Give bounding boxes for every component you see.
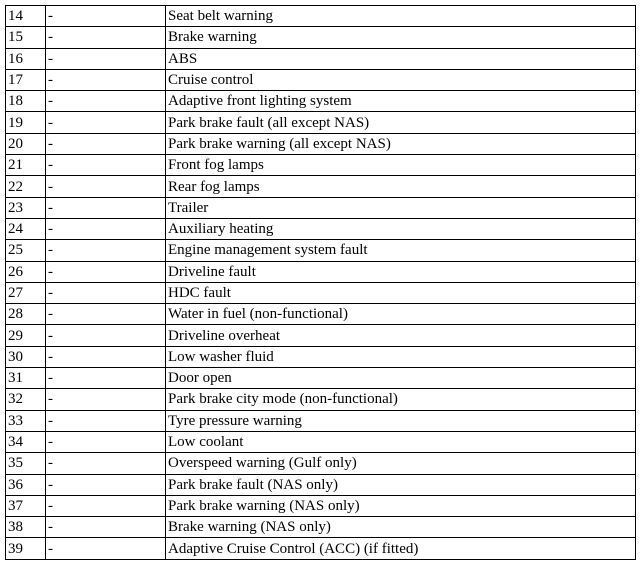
table-row <box>6 368 636 389</box>
pin-number-cell: 24 <box>6 218 46 239</box>
table-row <box>6 6 636 27</box>
table-row <box>6 538 636 559</box>
table-row <box>6 197 636 218</box>
circuit-cell: - <box>46 218 166 239</box>
pin-table-body <box>6 6 636 560</box>
circuit-cell: - <box>46 27 166 48</box>
pin-number-cell: 38 <box>6 517 46 538</box>
pin-number-cell: 34 <box>6 431 46 452</box>
description-cell: HDC fault <box>166 282 636 303</box>
table-row <box>6 69 636 90</box>
circuit-cell: - <box>46 410 166 431</box>
circuit-cell: - <box>46 48 166 69</box>
pin-number-cell: 30 <box>6 346 46 367</box>
table-row <box>6 27 636 48</box>
table-row <box>6 48 636 69</box>
description-cell: Tyre pressure warning <box>166 410 636 431</box>
pin-number-cell: 26 <box>6 261 46 282</box>
pin-number-cell: 27 <box>6 282 46 303</box>
pin-number-cell: 21 <box>6 155 46 176</box>
description-cell: Driveline overheat <box>166 325 636 346</box>
table-row <box>6 176 636 197</box>
pin-number-cell: 16 <box>6 48 46 69</box>
table-row <box>6 325 636 346</box>
circuit-cell: - <box>46 474 166 495</box>
table-row <box>6 431 636 452</box>
pin-number-cell: 35 <box>6 453 46 474</box>
pin-number-cell: 37 <box>6 495 46 516</box>
circuit-cell: - <box>46 240 166 261</box>
description-cell: Brake warning <box>166 27 636 48</box>
pin-number-cell: 32 <box>6 389 46 410</box>
circuit-cell: - <box>46 538 166 559</box>
description-cell: Seat belt warning <box>166 6 636 27</box>
description-cell: Overspeed warning (Gulf only) <box>166 453 636 474</box>
circuit-cell: - <box>46 325 166 346</box>
pin-number-cell: 19 <box>6 112 46 133</box>
description-cell: Cruise control <box>166 69 636 90</box>
circuit-cell: - <box>46 304 166 325</box>
table-row <box>6 282 636 303</box>
table-row <box>6 495 636 516</box>
table-row <box>6 133 636 154</box>
pin-number-cell: 15 <box>6 27 46 48</box>
table-row <box>6 517 636 538</box>
description-cell: Low washer fluid <box>166 346 636 367</box>
circuit-cell: - <box>46 133 166 154</box>
table-row <box>6 474 636 495</box>
description-cell: Brake warning (NAS only) <box>166 517 636 538</box>
circuit-cell: - <box>46 91 166 112</box>
pin-number-cell: 18 <box>6 91 46 112</box>
pin-number-cell: 17 <box>6 69 46 90</box>
pin-number-cell: 36 <box>6 474 46 495</box>
table-row <box>6 91 636 112</box>
description-cell: Park brake fault (NAS only) <box>166 474 636 495</box>
circuit-cell: - <box>46 69 166 90</box>
description-cell: Park brake city mode (non-functional) <box>166 389 636 410</box>
pin-number-cell: 33 <box>6 410 46 431</box>
description-cell: Low coolant <box>166 431 636 452</box>
circuit-cell: - <box>46 176 166 197</box>
description-cell: Door open <box>166 368 636 389</box>
circuit-cell: - <box>46 112 166 133</box>
table-row <box>6 240 636 261</box>
description-cell: Driveline fault <box>166 261 636 282</box>
table-row <box>6 346 636 367</box>
description-cell: Auxiliary heating <box>166 218 636 239</box>
description-cell: Adaptive front lighting system <box>166 91 636 112</box>
circuit-cell: - <box>46 389 166 410</box>
pin-number-cell: 31 <box>6 368 46 389</box>
description-cell: Trailer <box>166 197 636 218</box>
circuit-cell: - <box>46 368 166 389</box>
table-row <box>6 112 636 133</box>
description-cell: ABS <box>166 48 636 69</box>
description-cell: Rear fog lamps <box>166 176 636 197</box>
description-cell: Park brake warning (all except NAS) <box>166 133 636 154</box>
pin-number-cell: 39 <box>6 538 46 559</box>
circuit-cell: - <box>46 6 166 27</box>
table-row <box>6 389 636 410</box>
pin-number-cell: 20 <box>6 133 46 154</box>
description-cell: Front fog lamps <box>166 155 636 176</box>
circuit-cell: - <box>46 282 166 303</box>
description-cell: Water in fuel (non-functional) <box>166 304 636 325</box>
pin-number-cell: 25 <box>6 240 46 261</box>
pin-number-cell: 23 <box>6 197 46 218</box>
table-row <box>6 261 636 282</box>
table-row <box>6 304 636 325</box>
circuit-cell: - <box>46 453 166 474</box>
pin-number-cell: 28 <box>6 304 46 325</box>
table-row <box>6 410 636 431</box>
circuit-cell: - <box>46 346 166 367</box>
circuit-cell: - <box>46 197 166 218</box>
circuit-cell: - <box>46 495 166 516</box>
circuit-cell: - <box>46 261 166 282</box>
pin-number-cell: 29 <box>6 325 46 346</box>
circuit-cell: - <box>46 431 166 452</box>
description-cell: Engine management system fault <box>166 240 636 261</box>
table-row <box>6 453 636 474</box>
pin-number-cell: 14 <box>6 6 46 27</box>
description-cell: Park brake warning (NAS only) <box>166 495 636 516</box>
pin-number-cell: 22 <box>6 176 46 197</box>
circuit-cell: - <box>46 517 166 538</box>
pin-function-table <box>5 5 636 560</box>
description-cell: Adaptive Cruise Control (ACC) (if fitted) <box>166 538 636 559</box>
description-cell: Park brake fault (all except NAS) <box>166 112 636 133</box>
table-row <box>6 218 636 239</box>
circuit-cell: - <box>46 155 166 176</box>
table-row <box>6 155 636 176</box>
